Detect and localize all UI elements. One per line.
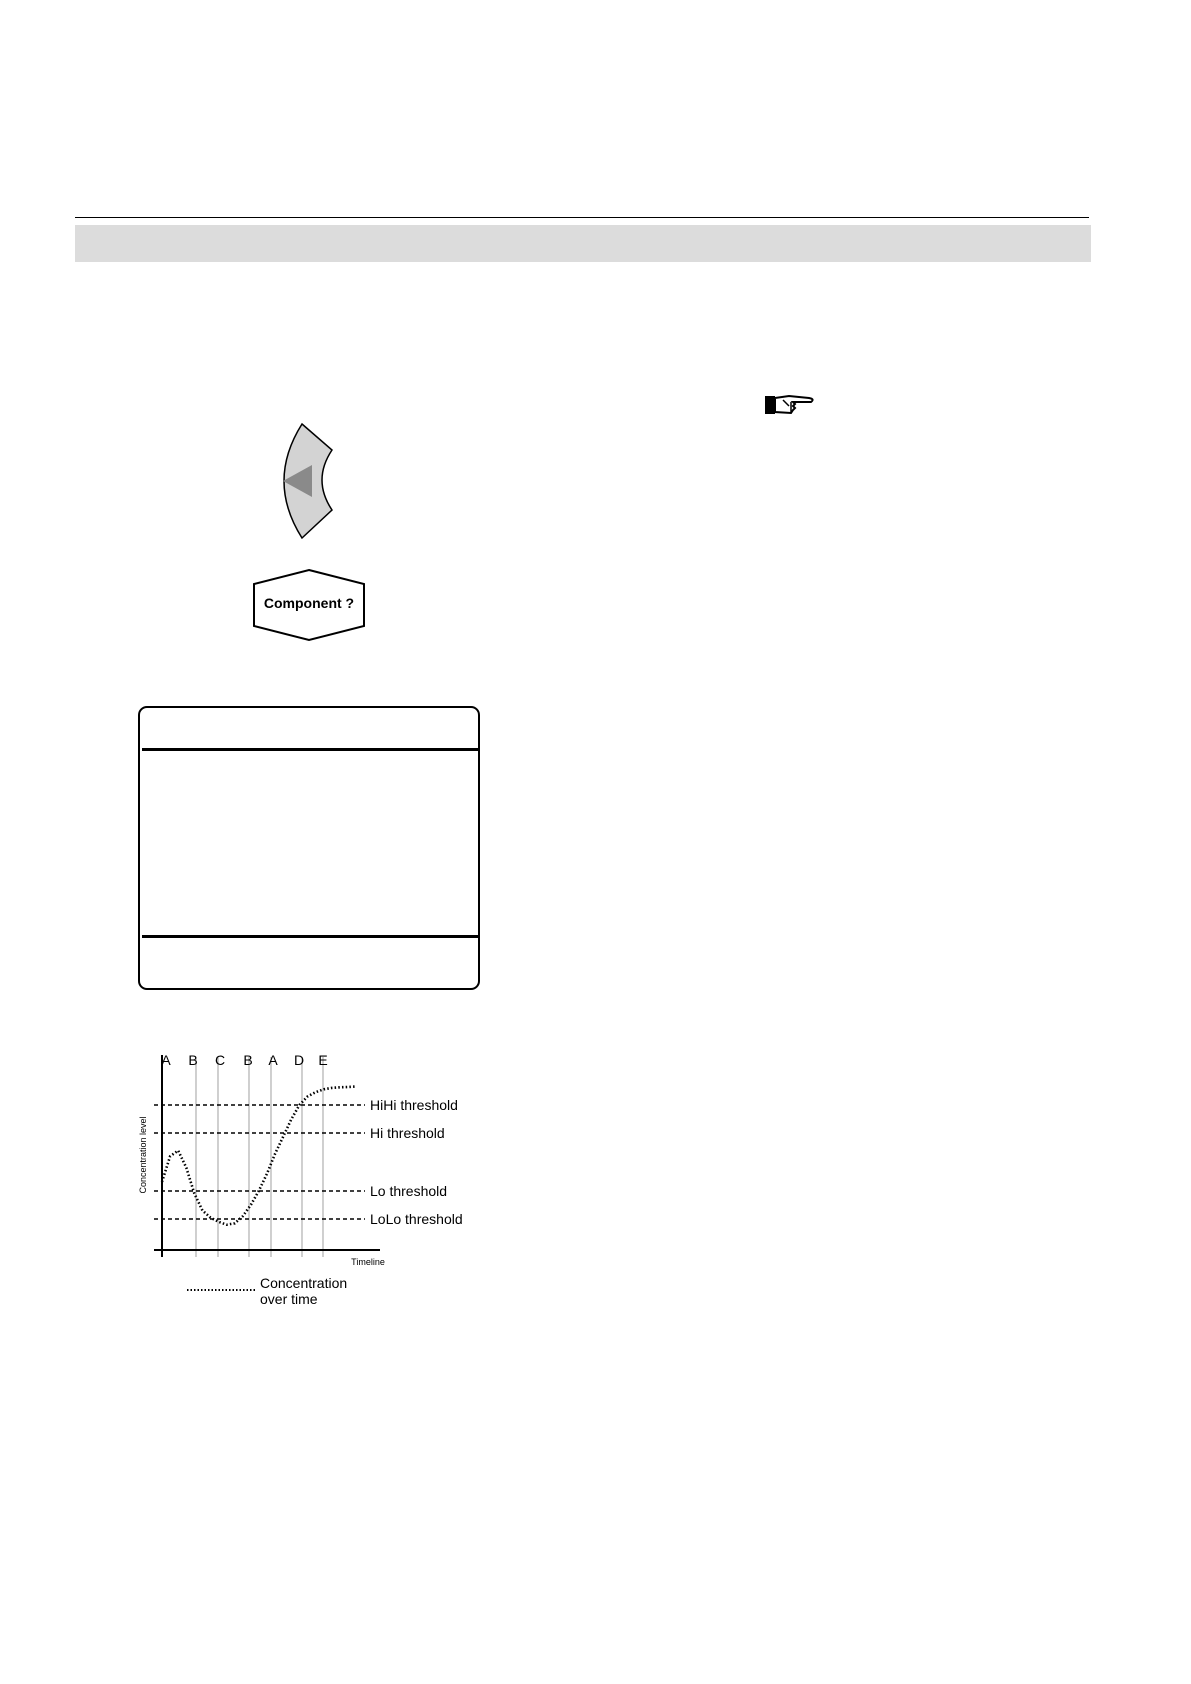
threshold-label-3: LoLo threshold: [370, 1211, 463, 1227]
pointing-hand-icon: [763, 390, 817, 420]
y-axis-label: Concentration level: [138, 1116, 148, 1194]
section-header-band: [75, 225, 1091, 262]
threshold-label-1: Hi threshold: [370, 1125, 445, 1141]
threshold-label-2: Lo threshold: [370, 1183, 448, 1199]
phase-label-3: B: [243, 1052, 253, 1068]
left-arrow-key[interactable]: [274, 422, 338, 540]
display-top-divider: [142, 748, 478, 751]
threshold-chart: [130, 1045, 500, 1315]
phase-label-0: A: [161, 1052, 171, 1068]
phase-label-6: E: [318, 1052, 328, 1068]
component-prompt-label: Component ?: [263, 595, 355, 611]
phase-label-1: B: [188, 1052, 198, 1068]
x-axis-label: Timeline: [351, 1257, 385, 1267]
phase-label-4: A: [268, 1052, 278, 1068]
phase-label-2: C: [214, 1052, 226, 1068]
legend-line2: over time: [260, 1291, 318, 1307]
legend-line1: Concentration: [260, 1275, 348, 1291]
series-line-0: [162, 1087, 356, 1225]
threshold-label-0: HiHi threshold: [370, 1097, 458, 1113]
header-rule: [75, 217, 1089, 218]
phase-label-5: D: [293, 1052, 305, 1068]
display-bottom-divider: [142, 935, 478, 938]
